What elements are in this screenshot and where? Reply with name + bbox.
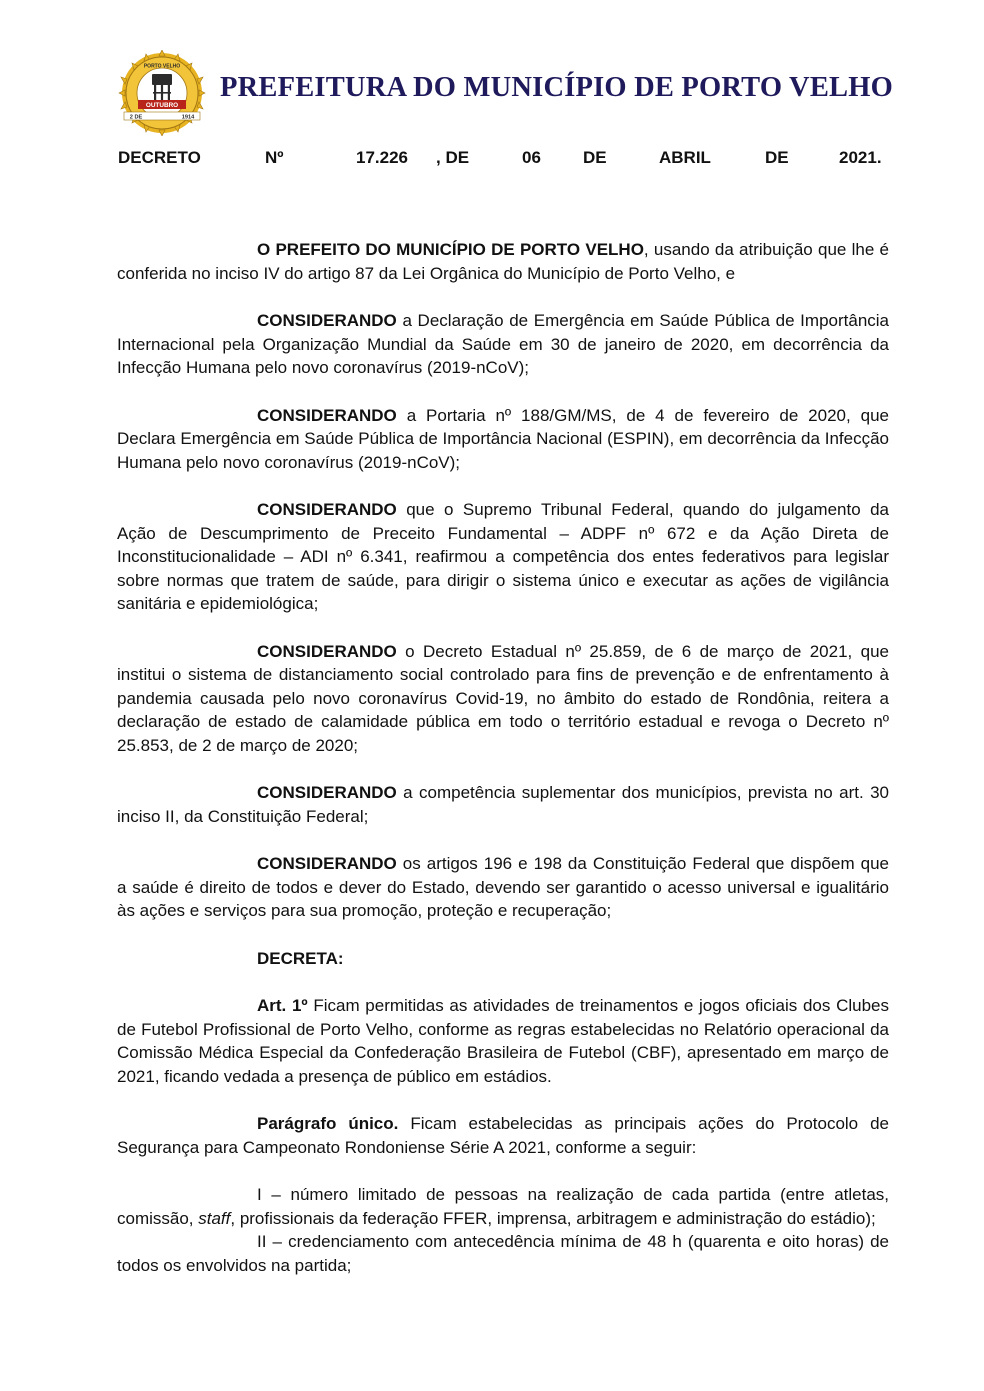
paragrafo-unico xyxy=(117,1112,889,1159)
considerando-text: o Decreto Estadual nº 25.859, de 6 de março de 2021, que institui o sistema de distanciamento social controlado para fins de prevenção e de enfrentamento à pandemia causada pelo novo coronavírus Covid-19, no âmbito do estado de Rondônia, reitera a declaração de estado de calamidade pública em todo o território estadual e revoga o Decreto nº 25.853, de 2 de março de 2020; xyxy=(117,641,889,755)
considerando-label: CONSIDERANDO xyxy=(257,500,397,519)
seal-top-text: PORTO VELHO xyxy=(143,63,181,70)
article-1-text: Ficam permitidas as atividades de treinamentos e jogos oficiais dos Clubes de Futebol Profissional de Porto Velho, conforme as regras estabelecidas no Relatório operacional da Comissão Médica Especial da Confederação Brasileira de Futebol (CBF), apresentado em março de 2021, ficando vedada a presença de público em estádios. xyxy=(117,996,889,1086)
preamble-text: , usando da atribuição que lhe é conferida no inciso IV do artigo 87 da Lei Orgânica do Município de Porto Velho, e xyxy=(117,240,889,283)
header-title: PREFEITURA DO MUNICÍPIO DE PORTO VELHO xyxy=(220,72,893,103)
decree-number: 17.226 xyxy=(356,148,408,167)
considerando-label: CONSIDERANDO xyxy=(257,854,397,873)
decree-year: 2021. xyxy=(839,148,882,167)
considerando-6 xyxy=(117,852,889,923)
considerando-2 xyxy=(117,404,889,475)
decreta-heading: DECRETA: xyxy=(257,948,344,968)
considerando-3 xyxy=(117,498,889,616)
seal-right-text: 1914 xyxy=(181,114,195,121)
item-1-text-b: , profissionais da federação FFER, imprensa, arbitragem e administração do estádio); xyxy=(230,1208,876,1228)
item-1-text-a: I – número limitado de pessoas na realização de cada partida (entre atletas, comissão, xyxy=(117,1185,889,1228)
letterhead xyxy=(116,50,896,136)
document-body xyxy=(117,238,889,1277)
preamble-bold: O PREFEITO DO MUNICÍPIO DE PORTO VELHO xyxy=(257,240,644,259)
considerando-1 xyxy=(117,309,889,380)
considerando-label: CONSIDERANDO xyxy=(257,783,397,802)
considerando-text: os artigos 196 e 198 da Constituição Federal que dispõem que a saúde é direito de todos e dever do Estado, devendo ser garantido o acesso universal e igualitário às ações e serviços para sua promoção, proteção e recuperação; xyxy=(117,854,889,920)
paragrafo-unico-text: Ficam estabelecidas as principais ações do Protocolo de Segurança para Campeonato Rondoniense Série A 2021, conforme a seguir: xyxy=(117,1114,889,1157)
considerando-label: CONSIDERANDO xyxy=(257,641,397,661)
item-1 xyxy=(117,1183,889,1230)
item-1-staff: staff xyxy=(198,1208,231,1228)
municipal-seal-icon xyxy=(116,50,208,136)
paragrafo-unico-label: Parágrafo único. xyxy=(257,1114,399,1133)
decree-word: DECRETO xyxy=(118,148,201,167)
decree-number-label: Nº xyxy=(265,148,284,167)
decree-month: ABRIL xyxy=(659,148,711,167)
decree-de-2: DE xyxy=(583,148,607,167)
considerando-4 xyxy=(117,640,889,758)
decree-de-3: DE xyxy=(765,148,789,167)
article-1 xyxy=(117,994,889,1088)
decree-day: 06 xyxy=(522,148,541,167)
considerando-label: CONSIDERANDO xyxy=(257,405,397,425)
item-2: II – credenciamento com antecedência mínima de 48 h (quarenta e oito horas) de todos os envolvidos na partida; xyxy=(117,1232,889,1275)
seal-left-text: 2 DE xyxy=(129,114,143,121)
considerando-text: a Portaria nº 188/GM/MS, de 4 de fevereiro de 2020, que Declara Emergência em Saúde Pública de Importância Nacional (ESPIN), em decorrência da Infecção Humana pelo novo coronavírus (2019-nCoV); xyxy=(117,405,889,472)
considerando-text: que o Supremo Tribunal Federal, quando do julgamento da Ação de Descumprimento de Preceito Fundamental – ADPF nº 672 e da Ação Direta de Inconstitucionalidade – ADI nº 6.341, reafirmou a competência dos entes federativos para legislar sobre normas que tratem de saúde, para dirigir o sistema único e executar as ações de vigilância sanitária e epidemiológica; xyxy=(117,500,889,613)
article-1-label: Art. 1º xyxy=(257,996,308,1015)
considerando-text: a Declaração de Emergência em Saúde Pública de Importância Internacional pela Organização Mundial da Saúde em 30 de janeiro de 2020, em decorrência da Infecção Humana pelo novo coronavírus (2019-nCoV); xyxy=(117,311,889,377)
considerando-label: CONSIDERANDO xyxy=(257,311,397,330)
considerando-5 xyxy=(117,781,889,828)
preamble-paragraph xyxy=(117,238,889,285)
decree-heading xyxy=(118,148,888,172)
decree-de-1: , DE xyxy=(436,148,470,167)
seal-band-text: OUTUBRO xyxy=(145,102,179,110)
considerando-text: a competência suplementar dos municípios, prevista no art. 30 inciso II, da Constituição Federal; xyxy=(117,783,889,826)
